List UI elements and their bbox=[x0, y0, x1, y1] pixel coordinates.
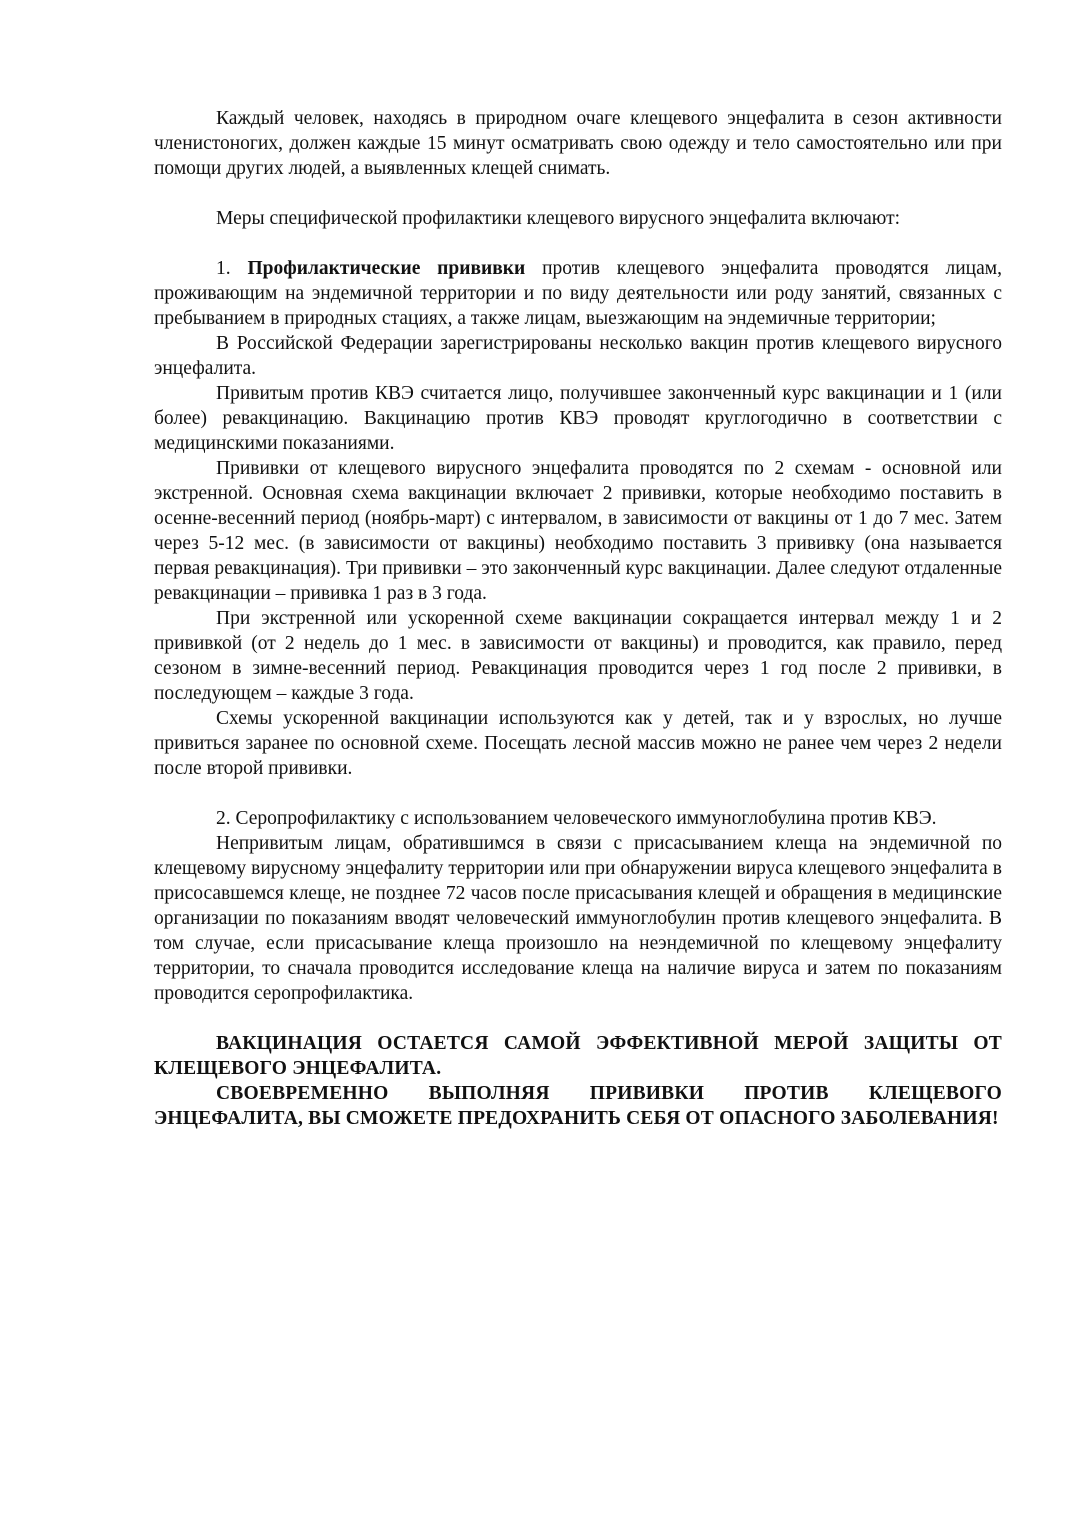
paragraph-registered-vaccines: В Российской Федерации зарегистрированы несколько вакцин против клещевого вирусного энцефалита. bbox=[154, 333, 1002, 379]
paragraph-accelerated-scheme: Схемы ускоренной вакцинации используются как у детей, так и у взрослых, но лучше привиться заранее по основной схеме. Посещать лесной массив можно не ранее чем через 2 недели после второй прививки. bbox=[154, 708, 1002, 779]
paragraph-measures-intro: Меры специфической профилактики клещевого вирусного энцефалита включают: bbox=[216, 208, 901, 229]
list-number-1: 1. bbox=[216, 258, 248, 279]
vaccination-text: против клещевого энцефалита проводятся лицам, проживающим на эндемичной территории и по виду деятельности или роду занятий, связанных с пребыванием в природных стациях, а также лицам, выезжающим на эндемичные территории; bbox=[154, 258, 1002, 329]
paragraph-immunoglobulin: Непривитым лицам, обратившимся в связи с присасыванием клеща на эндемичной по клещевому вирусному энцефалиту территории или при обнаружении вируса клещевого энцефалита в присосавшемся клеще, не позднее 72 часов после присасывания клещей и обращения в медицинские организации по показаниям вводят человеческий иммуноглобулин против клещевого энцефалита. В том случае, если присасывание клеща произошло на неэндемичной по клещевому энцефалиту территории, то сначала проводится исследование клеща на наличие вируса и затем по показаниям проводится серопрофилактика. bbox=[154, 833, 1002, 1004]
callout-vaccination-effective: ВАКЦИНАЦИЯ ОСТАЕТСЯ САМОЙ ЭФФЕКТИВНОЙ МЕРОЙ ЗАЩИТЫ ОТ КЛЕЩЕВОГО ЭНЦЕФАЛИТА. bbox=[154, 1033, 1002, 1079]
callout-timely-vaccination: СВОЕВРЕМЕННО ВЫПОЛНЯЯ ПРИВИВКИ ПРОТИВ КЛЕЩЕВОГО ЭНЦЕФАЛИТА, ВЫ СМОЖЕТЕ ПРЕДОХРАНИТЬ СЕБЯ ОТ ОПАСНОГО ЗАБОЛЕВАНИЯ! bbox=[154, 1083, 1002, 1129]
paragraph-vaccinated-definition: Привитым против КВЭ считается лицо, получившее законченный курс вакцинации и 1 (или более) ревакцинацию. Вакцинацию против КВЭ проводят круглогодично в соответствии с медицинскими показаниями. bbox=[154, 383, 1002, 454]
paragraph-vaccination-schemes: Прививки от клещевого вирусного энцефалита проводятся по 2 схемам - основной или экстренной. Основная схема вакцинации включает 2 прививки, которые необходимо поставить в осенне-весенний период (ноябрь-март) с интервалом, в зависимости от вакцины от 1 до 7 мес. Затем через 5-12 мес. (в зависимости от вакцины) необходимо поставить 3 прививку (она называется первая ревакцинация). Три прививки – это законченный курс вакцинации. Далее следуют отдаленные ревакцинации – прививка 1 раз в 3 года. bbox=[154, 458, 1002, 604]
vaccination-heading: Профилактические прививки bbox=[247, 258, 526, 279]
paragraph-seroprophylaxis-item: 2. Серопрофилактику с использованием человеческого иммуноглобулина против КВЭ. bbox=[216, 808, 937, 829]
paragraph-emergency-scheme: При экстренной или ускоренной схеме вакцинации сокращается интервал между 1 и 2 прививкой (от 2 недель до 1 мес. в зависимости от вакцины) и проводится, как правило, перед сезоном в зимне-весенний период. Ревакцинация проводится через 1 год после 2 прививки, в последующем – каждые 3 года. bbox=[154, 608, 1002, 704]
paragraph-vaccination-item bbox=[154, 256, 1002, 331]
paragraph-self-inspection: Каждый человек, находясь в природном очаге клещевого энцефалита в сезон активности членистоногих, должен каждые 15 минут осматривать свою одежду и тело самостоятельно или при помощи других людей, а выявленных клещей снимать. bbox=[154, 108, 1002, 179]
document-body bbox=[154, 106, 1002, 1131]
